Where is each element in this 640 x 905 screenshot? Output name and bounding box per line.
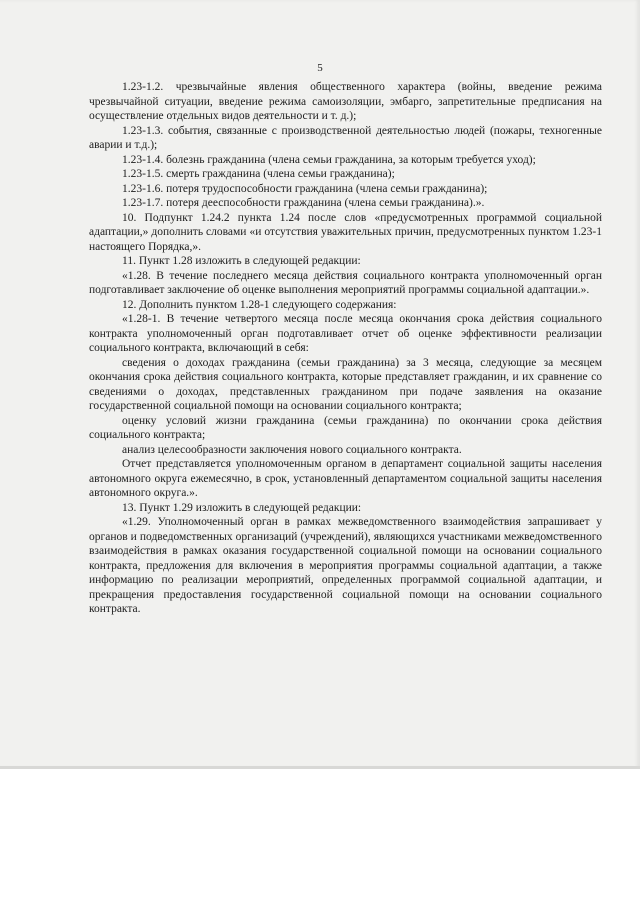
paragraph: сведения о доходах гражданина (семьи гражданина) за 3 месяца, следующие за месяцем окончания срока действия социального контракта, которые представляет гражданин, и их сравнение со сведениями о доходах, представленных гражданином при подаче заявления на оказание государственной социальной помощи на основании социального контракта; <box>89 356 602 412</box>
paragraph: «1.28. В течение последнего месяца действия социального контракта уполномоченный орган подготавливает заключение об оценке выполнения мероприятий программы социальной адаптации.». <box>89 269 602 296</box>
paragraph: 12. Дополнить пунктом 1.28-1 следующего содержания: <box>122 298 397 311</box>
paragraph: 1.23-1.2. чрезвычайные явления общественного характера (войны, введение режима чрезвычайной ситуации, введение режима самоизоляции, эмбарго, запретительные предписания на осуществление отдельных видов деятельности и т. д.); <box>89 81 602 122</box>
paragraph: 1.23-1.6. потеря трудоспособности гражданина (члена семьи гражданина); <box>122 182 488 195</box>
paragraph: 1.23-1.4. болезнь гражданина (члена семьи гражданина, за которым требуется уход); <box>122 153 536 166</box>
paragraph: 1.23-1.3. события, связанные с производственной деятельностью людей (пожары, техногенные аварии и т.д.); <box>89 124 602 151</box>
paragraph: оценку условий жизни гражданина (семьи гражданина) по окончании срока действия социального контракта; <box>89 414 602 441</box>
document-body <box>89 80 602 617</box>
paragraph: 1.23-1.5. смерть гражданина (члена семьи гражданина); <box>122 168 395 180</box>
paragraph: «1.29. Уполномоченный орган в рамках межведомственного взаимодействия запрашивает у органов и подведомственных организаций (учреждений), являющихся участниками межведомственного взаимодействия в рамках оказания государственной социальной помощи на основании социального контракта, предложения для включения в мероприятия программы социальной адаптации, а также информацию по реализации мероприятий, определенных программой социальной адаптации, и прекращения предоставления государственной социальной помощи на основании социального контракта. <box>89 516 602 615</box>
paragraph: 10. Подпункт 1.24.2 пункта 1.24 после слов «предусмотренных программой социальной адаптации,» дополнить словами «и отсутствия уважительных причин, предусмотренных пунктом 1.23-1 настоящего Порядка,». <box>89 211 602 253</box>
scan-edge <box>0 766 640 769</box>
paragraph: анализ целесообразности заключения нового социального контракта. <box>122 443 462 456</box>
paragraph: 11. Пункт 1.28 изложить в следующей редакции: <box>122 255 361 267</box>
paragraph: «1.28-1. В течение четвертого месяца после месяца окончания срока действия социального контракта уполномоченный орган подготавливает отчет об оценке эффективности реализации социального контракта, включающий в себя: <box>89 313 602 354</box>
paragraph: 13. Пункт 1.29 изложить в следующей редакции: <box>122 501 362 514</box>
paragraph: 1.23-1.7. потеря дееспособности гражданина (члена семьи гражданина).». <box>122 197 485 209</box>
page-number: 5 <box>317 62 323 74</box>
paragraph: Отчет представляется уполномоченным органом в департамент социальной защиты населения автономного округа ежемесячно, в срок, установленный департаментом социальной защиты населения автономного округа.». <box>89 458 602 499</box>
